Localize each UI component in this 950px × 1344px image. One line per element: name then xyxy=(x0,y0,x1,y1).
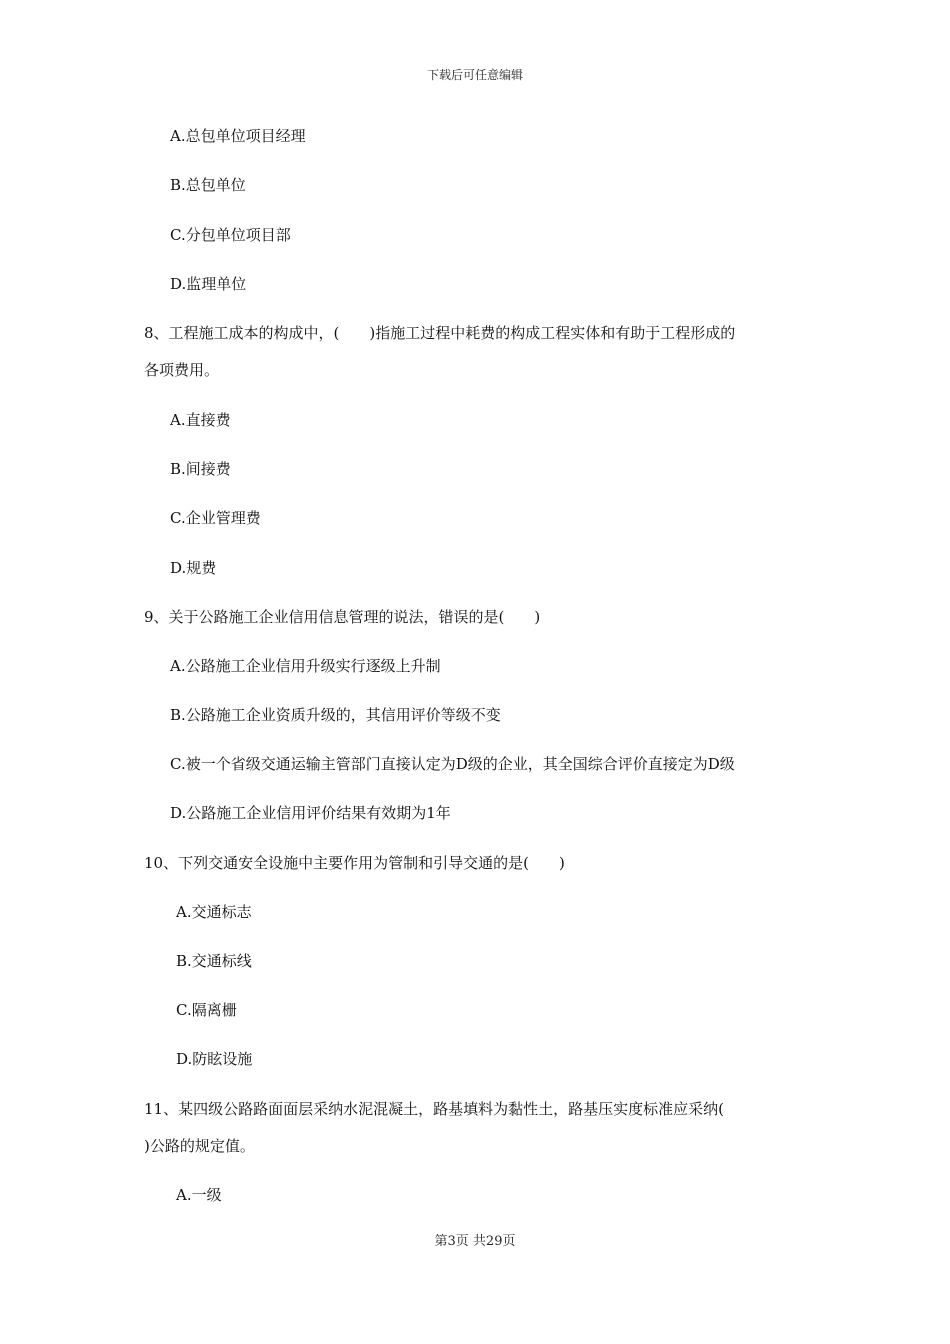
question-10-text: 10、下列交通安全设施中主要作用为管制和引导交通的是( ) xyxy=(144,854,565,872)
question-10-option-a: A.交通标志 xyxy=(176,903,252,921)
question-8-option-a: A.直接费 xyxy=(170,411,231,429)
question-11-text: 11、某四级公路路面面层采纳水泥混凝土，路基填料为黏性土，路基压实度标准应采纳( xyxy=(144,1100,724,1118)
option-d: D.监理单位 xyxy=(170,275,247,293)
question-8-option-c: C.企业管理费 xyxy=(170,509,261,527)
option-b: B.总包单位 xyxy=(170,176,246,194)
question-8-text: 8、工程施工成本的构成中，( )指施工过程中耗费的构成工程实体和有助于工程形成的 xyxy=(144,324,736,342)
question-11-text-cont: )公路的规定值。 xyxy=(144,1137,255,1155)
question-9-option-d: D.公路施工企业信用评价结果有效期为1年 xyxy=(170,804,451,822)
question-9-option-b: B.公路施工企业资质升级的，其信用评价等级不变 xyxy=(170,706,501,724)
question-10-option-d: D.防眩设施 xyxy=(176,1050,253,1068)
question-10-option-c: C.隔离栅 xyxy=(176,1001,237,1019)
page-header: 下载后可任意编辑 xyxy=(426,68,523,82)
question-9-option-a: A.公路施工企业信用升级实行逐级上升制 xyxy=(170,657,441,675)
question-8-text-cont: 各项费用。 xyxy=(144,361,220,379)
question-8-option-d: D.规费 xyxy=(170,559,217,577)
page-footer: 第3页 共29页 xyxy=(434,1234,516,1249)
question-10-option-b: B.交通标线 xyxy=(176,952,252,970)
option-a: A.总包单位项目经理 xyxy=(170,127,306,145)
question-8-option-b: B.间接费 xyxy=(170,460,231,478)
question-9-text: 9、关于公路施工企业信用信息管理的说法，错误的是( ) xyxy=(144,608,541,626)
question-9-option-c: C.被一个省级交通运输主管部门直接认定为D级的企业，其全国综合评价直接定为D级 xyxy=(170,755,735,773)
option-c: C.分包单位项目部 xyxy=(170,226,291,244)
question-11-option-a: A.一级 xyxy=(176,1186,222,1204)
